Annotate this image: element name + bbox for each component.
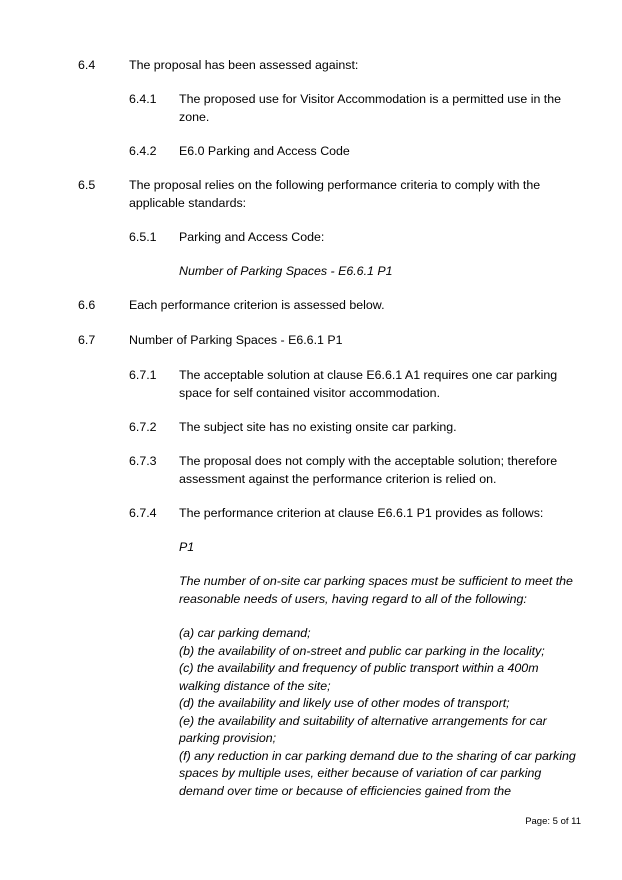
clause-text: Parking and Access Code: xyxy=(179,230,325,244)
clause-number: 6.7.3 xyxy=(129,454,157,468)
clause-text: Each performance criterion is assessed below. xyxy=(129,298,385,312)
page-number: Page: 5 of 11 xyxy=(525,816,581,827)
quote-intro: The number of on-site car parking spaces must be sufficient to meet the reasonable needs of users, having regard to all of the following: xyxy=(179,574,573,606)
clause-text: The acceptable solution at clause E6.6.1 A1 requires one car parking space for self contained visitor accommodation. xyxy=(179,368,558,400)
clause-text: E6.0 Parking and Access Code xyxy=(179,144,350,158)
quote-item-d: (d) the availability and likely use of other modes of transport; xyxy=(179,696,510,710)
quote-item-c: (c) the availability and frequency of public transport within a 400m walking distance of the site; xyxy=(179,661,539,693)
clause-number: 6.6 xyxy=(78,298,96,312)
clause-text: Number of Parking Spaces - E6.6.1 P1 xyxy=(179,264,393,278)
clause-text: Number of Parking Spaces - E6.6.1 P1 xyxy=(129,333,343,347)
clause-text: The proposal relies on the following performance criteria to comply with the applicable standards: xyxy=(129,178,541,210)
clause-number: 6.4 xyxy=(78,58,96,72)
clause-number: 6.7 xyxy=(78,333,96,347)
clause-number: 6.4.2 xyxy=(129,144,157,158)
clause-text: The subject site has no existing onsite car parking. xyxy=(179,420,457,434)
clause-number: 6.5 xyxy=(78,178,96,192)
clause-text: The proposal does not comply with the acceptable solution; therefore assessment against the performance criterion is relied on. xyxy=(179,454,558,486)
clause-number: 6.5.1 xyxy=(129,230,157,244)
clause-number: 6.7.4 xyxy=(129,506,157,520)
clause-number: 6.7.2 xyxy=(129,420,157,434)
clause-text: The proposed use for Visitor Accommodation is a permitted use in the zone. xyxy=(179,92,562,124)
quote-item-f: (f) any reduction in car parking demand due to the sharing of car parking spaces by multiple uses, either because of variation of car parking demand over time or because of efficiencies gained from the xyxy=(179,748,576,798)
clause-text: The performance criterion at clause E6.6.1 P1 provides as follows: xyxy=(179,506,544,520)
quote-item-a: (a) car parking demand; xyxy=(179,626,311,640)
clause-number: 6.7.1 xyxy=(129,368,157,382)
quote-item-b: (b) the availability of on-street and public car parking in the locality; xyxy=(179,643,545,658)
quote-item-e: (e) the availability and suitability of alternative arrangements for car parking provision; xyxy=(179,713,547,745)
clause-number: 6.4.1 xyxy=(129,92,157,106)
clause-text: The proposal has been assessed against: xyxy=(129,58,359,72)
quote-heading: P1 xyxy=(179,540,195,554)
